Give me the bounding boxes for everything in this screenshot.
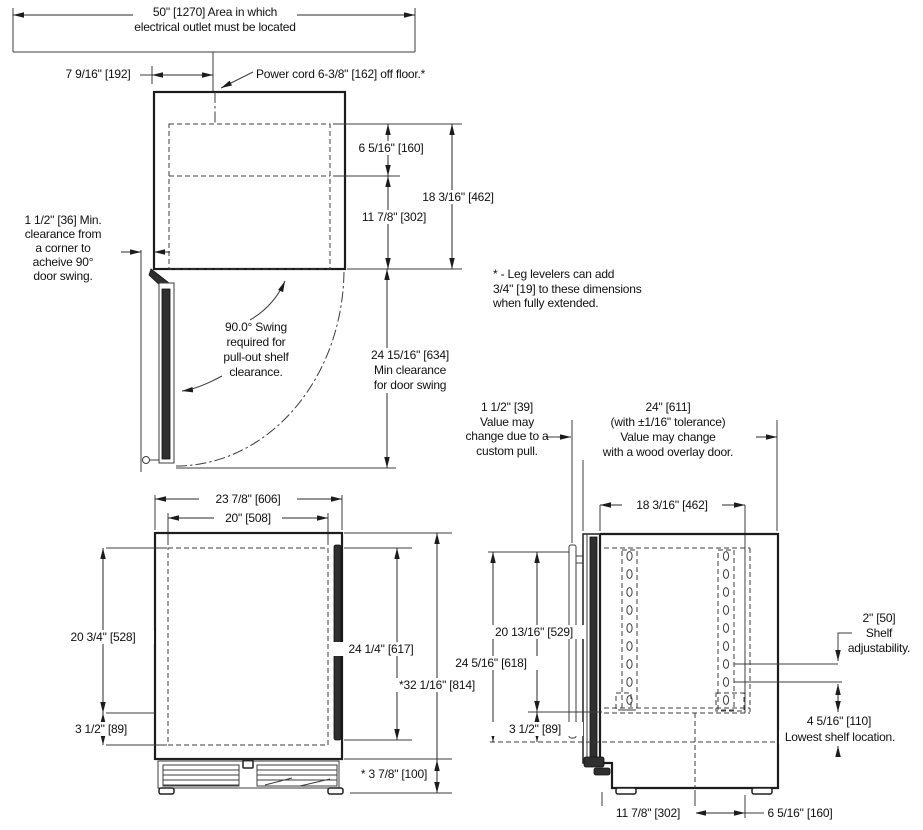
shelf-adjustability-note: 2" [50] Shelf adjustability. bbox=[847, 611, 911, 655]
front-inner-width-dim: 20" [508] bbox=[214, 511, 282, 525]
plan-total-depth-dim: 18 3/16" [462] bbox=[414, 190, 502, 204]
side-view bbox=[488, 420, 852, 818]
front-upper-height-dim: 20 3/4" [528] bbox=[52, 630, 154, 644]
swing-required-note: 90.0° Swing required for pull-out shelf clearance. bbox=[223, 320, 289, 379]
shelf-pin-holes bbox=[627, 552, 729, 705]
front-grille-height-dim: * 3 7/8" [100] bbox=[360, 767, 428, 781]
plan-lower-depth-dim: 11 7/8" [302] bbox=[352, 210, 436, 224]
door-panel-dashed bbox=[168, 548, 328, 745]
door-handle-side bbox=[569, 545, 576, 738]
lowest-shelf-dim: 4 5/16" [110] bbox=[797, 714, 881, 728]
swing-leader-top bbox=[250, 281, 285, 320]
lowest-shelf-note: Lowest shelf location. bbox=[779, 730, 901, 744]
cabinet-outline-plan bbox=[154, 92, 345, 269]
plan-upper-depth-dim: 6 5/16" [160] bbox=[349, 141, 433, 155]
corner-clearance-note: 1 1/2" [36] Min. clearance from a corner to acheive 90° door swing. bbox=[24, 213, 102, 283]
leg-leveler-left bbox=[159, 788, 174, 794]
front-door-height-dim: 24 1/4" [617] bbox=[333, 642, 429, 656]
power-cord-label: Power cord 6-3/8" [162] off floor.* bbox=[256, 67, 426, 81]
leg-leveler-note: * - Leg levelers can add 3/4" [19] to these dimensions when fully extended. bbox=[493, 267, 642, 310]
side-upper-height-dim: 20 13/16" [529] bbox=[482, 625, 586, 639]
side-front-depth-dim: 11 7/8" [302] bbox=[600, 806, 696, 820]
front-lower-height-dim: 3 1/2" [89] bbox=[51, 722, 151, 736]
cord-offset-dim: 7 9/16" [192] bbox=[65, 67, 131, 81]
custom-pull-note: 1 1/2" [39] Value may change due to a custom pull. bbox=[465, 400, 549, 458]
door-handle-knob bbox=[143, 457, 150, 464]
door-swing-clearance-dim: 24 15/16" [634] Min clearance for door swing bbox=[361, 348, 459, 393]
power-cord-leader bbox=[221, 72, 253, 88]
front-overall-width-dim: 23 7/8" [606] bbox=[199, 492, 297, 506]
leg-leveler-front bbox=[616, 788, 636, 794]
overall-depth-note: 24" [611] (with ±1/16" tolerance) Value may change with a wood overlay door. bbox=[580, 400, 756, 460]
side-overall-height-dim: 24 5/16" [618] bbox=[444, 656, 538, 670]
front-overall-height-dim: *32 1/16" [814] bbox=[394, 678, 480, 692]
cabinet-interior-dashed bbox=[169, 124, 330, 269]
side-lower-height-dim: 3 1/2" [89] bbox=[487, 722, 583, 736]
side-rear-depth-dim: 6 5/16" [160] bbox=[767, 806, 833, 820]
outlet-area-label-line2: electrical outlet must be located bbox=[134, 20, 296, 34]
leg-leveler-right bbox=[328, 788, 343, 794]
leg-leveler-rear bbox=[752, 788, 772, 794]
cabinet-outline-front bbox=[155, 533, 342, 759]
outlet-area-label-line1: 50" [1270] Area in which bbox=[133, 5, 297, 19]
side-interior-depth-dim: 18 3/16" [462] bbox=[622, 498, 722, 512]
door-hinge-side bbox=[584, 757, 604, 767]
